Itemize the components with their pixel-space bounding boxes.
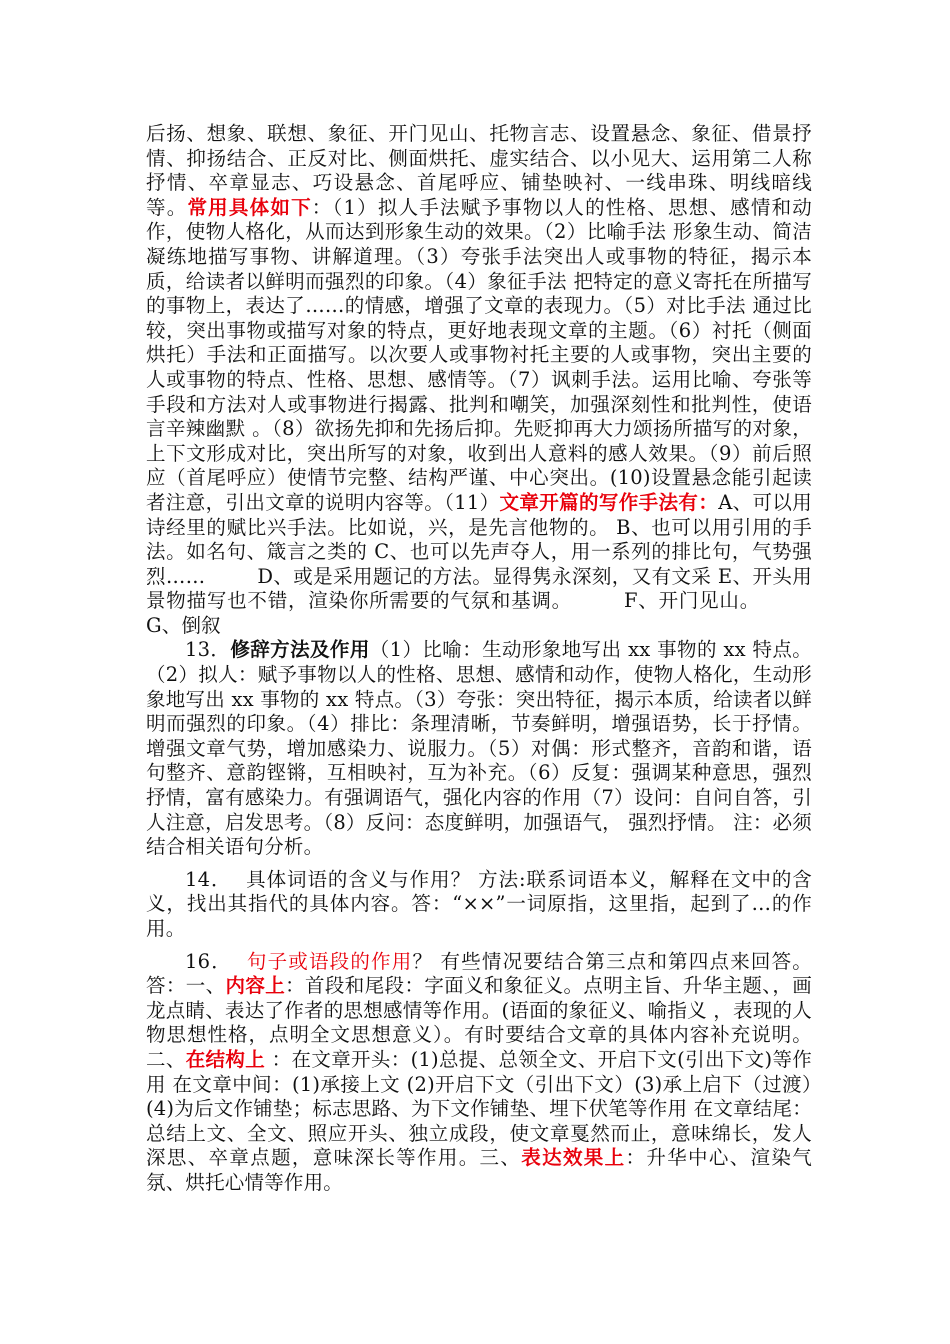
common-details-heading: 常用具体如下 [187, 195, 312, 219]
word-meaning-text: 具体词语的含义与作用？ 方法:联系词语本义，解释在文中的含义，找出其指代的具体内容。答：“××”一词原指，这里指，起到了…的作用。 [146, 867, 812, 940]
opening-techniques-text-d: D、或是采用题记的方法。显得隽永深刻，又有文采 E、开头用景物描写也不错，渲染你所需要的气氛和基调。 [146, 564, 812, 613]
item-number: 13． [185, 638, 231, 662]
content-heading: 内容上 [225, 974, 286, 998]
techniques-list-text: 后扬、想象、联想、象征、开门见山、托物言志、设置悬念、象征、借景抒情、抑扬结合、正反对比、侧面烘托、虚实结合、以小见大、运用第二人称抒情、卒章显志、巧设悬念、首尾呼应、铺垫映衬、一线串珠、明线暗线等。 [146, 122, 812, 219]
expression-effect-heading: 表达效果上 [521, 1146, 626, 1170]
sentence-function-heading: 句子或语段的作用 [245, 949, 413, 973]
opening-techniques-heading: 文章开篇的写作手法有： [499, 490, 719, 514]
item-number: 14． [185, 867, 232, 891]
techniques-detail-text: ：（1）拟人手法赋予事物以人的性格、思想、感情和动作，使物人格化，从而达到形象生动的效果。（2）比喻手法 形象生动、简洁凝练地描写事物、讲解道理。（3）夸张手法突出人或事物的特征，揭示本质，给读者以鲜明而强烈的印象。（4）象征手法 把特定的意义寄托在所描写的事物上，表达了……的情感，增强了文章的表现力。（5）对比手法 通过比较，突出事物或描写对象的特点，更好地表现文章的主题。（6）衬托（侧面烘托）手法和正面描写。以次要人或事物衬托主要的人或事物，突出主要的人或事物的特点、性格、思想、感情等。（7）讽刺手法。运用比喻、夸张等手段和方法对人或事物进行揭露、批判和嘲笑，加强深刻性和批判性，使语言辛辣幽默 。（8）欲扬先抑和先扬后抑。先贬抑再大力颂扬所描写的对象，上下文形成对比，突出所写的对象，收到出人意料的感人效果。（9）前后照应（首尾呼应）使情节完整、结构严谨、中心突出。(10)设置悬念能引起读者注意，引出文章的说明内容等。（11） [146, 195, 812, 514]
paragraph-16-sentence-function [146, 950, 812, 1196]
opening-techniques-text-f: F、开门见山。 [623, 589, 761, 613]
opening-techniques-text: A、可以用诗经里的赋比兴手法。比如说，兴，是先言他物的。 B、也可以用引用的手法。如名句、箴言之类的 C、也可以先声夺人，用一系列的排比句，气势强烈…… [146, 490, 812, 588]
structure-heading: 在结构上 [185, 1047, 266, 1071]
opening-techniques-text-g: G、倒叙 [146, 613, 221, 637]
sentence-function-text-4: ：升华中心、渲染气氛、烘托心情等作用。 [146, 1146, 812, 1194]
sentence-function-text-2: ：首段和尾段：字面义和象征义。点明主旨、升华主题、，画龙点睛、表达了作者的思想感情等作用。(语面的象征义、喻指义 ，表现的人物思想性格，点明全文思想意义）。有时要结合文章的具体内容补充说明。 二、 [146, 974, 812, 1071]
sentence-function-text-3: ：在文章开头：(1)总提、总领全文、开启下文(引出下文)等作用 在文章中间：(1)承接上文 (2)开启下文（引出下文）(3)承上启下（过渡）(4)为后文作铺垫；标志思路、为下文作铺垫、埋下伏笔等作用 在文章结尾：总结上文、全文、照应开头、独立成段，使文章戛然而止，意味绵长，发人深思、卒章点题，意味深长等作用。三、 [146, 1047, 812, 1170]
rhetoric-heading: 修辞方法及作用 [230, 638, 370, 662]
paragraph-14-word-meaning [146, 868, 812, 942]
rhetoric-text: （1）比喻：生动形象地写出 xx 事物的 xx 特点。（2）拟人：赋予事物以人的性格、思想、感情和动作，使物人格化，生动形象地写出 xx 事物的 xx 特点。（3）夸张：突出特征，揭示本质，给读者以鲜明而强烈的印象。（4）排比：条理清晰，节奏鲜明，增强语势，长于抒情。增强文章气势，增加感染力、说服力。（5）对偶：形式整齐，音韵和谐，语句整齐、意韵铿锵，互相映衬，互为补充。（6）反复：强调某种意思，强烈抒情，富有感染力。有强调语气，强化内容的作用（7）设问：自问自答，引人注意，启发思考。（8）反问：态度鲜明，加强语气， 强烈抒情。 注：必须结合相关语句分析。 [146, 638, 812, 859]
paragraph-13-rhetoric [146, 638, 812, 859]
sentence-function-text-1: ？ 有些情况要结合第三点和第四点来回答。答：一、 [146, 949, 812, 998]
paragraph-writing-techniques [146, 122, 812, 638]
item-number: 16． [185, 949, 232, 973]
